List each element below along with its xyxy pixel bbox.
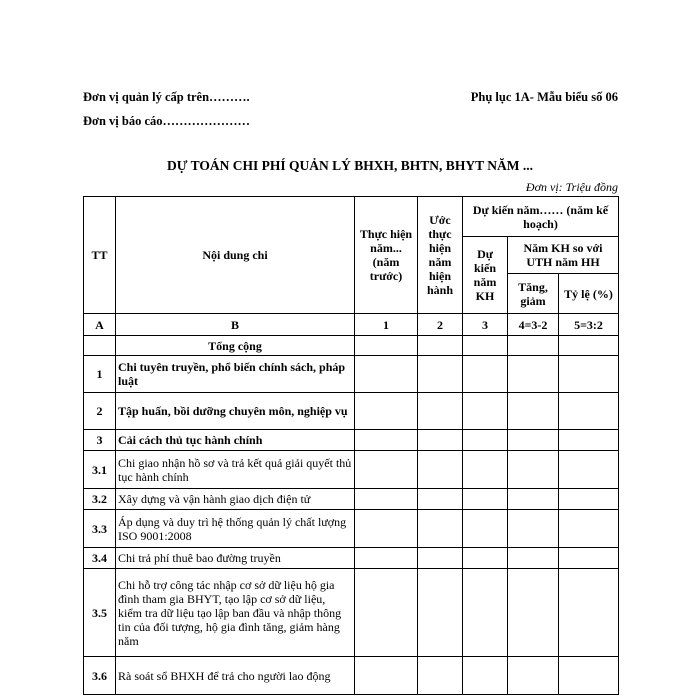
row-number: 1 <box>84 356 116 393</box>
empty-cell <box>418 548 463 569</box>
row-content: Chi trả phí thuê bao đường truyền <box>116 548 355 569</box>
empty-cell <box>355 336 418 356</box>
table-row <box>84 451 619 489</box>
index-cell: 1 <box>355 314 418 336</box>
table-row <box>84 489 619 510</box>
empty-cell <box>355 393 418 430</box>
total-tt-cell <box>84 336 116 356</box>
row-number: 3.4 <box>84 548 116 569</box>
empty-cell <box>559 489 619 510</box>
empty-cell <box>418 569 463 657</box>
empty-cell <box>508 510 559 548</box>
empty-cell <box>418 489 463 510</box>
empty-cell <box>559 510 619 548</box>
empty-cell <box>508 489 559 510</box>
empty-cell <box>559 356 619 393</box>
row-content: Rà soát sổ BHXH để trả cho người lao động <box>116 657 355 695</box>
row-content: Chi tuyên truyền, phổ biến chính sách, pháp luật <box>116 356 355 393</box>
total-row <box>84 336 619 356</box>
empty-cell <box>559 569 619 657</box>
table-row <box>84 430 619 451</box>
table-row <box>84 356 619 393</box>
empty-cell <box>463 451 508 489</box>
index-cell: 4=3-2 <box>508 314 559 336</box>
header-content: Nội dung chi <box>116 197 355 314</box>
empty-cell <box>418 356 463 393</box>
row-number: 3.6 <box>84 657 116 695</box>
empty-cell <box>418 510 463 548</box>
empty-cell <box>463 548 508 569</box>
row-content: Tập huấn, bồi dưỡng chuyên môn, nghiệp vụ <box>116 393 355 430</box>
index-cell: A <box>84 314 116 336</box>
empty-cell <box>418 336 463 356</box>
empty-cell <box>559 336 619 356</box>
header-reporting-unit: Đơn vị báo cáo………………… <box>83 114 250 128</box>
empty-cell <box>508 657 559 695</box>
empty-cell <box>463 489 508 510</box>
header-col3: Dự kiến năm KH <box>463 237 508 314</box>
table-row <box>84 548 619 569</box>
empty-cell <box>418 657 463 695</box>
header-plan-group: Dự kiến năm…… (năm kế hoạch) <box>463 197 619 237</box>
row-content: Cải cách thủ tục hành chính <box>116 430 355 451</box>
header-parent-unit: Đơn vị quản lý cấp trên………. <box>83 90 250 104</box>
empty-cell <box>355 510 418 548</box>
row-number: 3.1 <box>84 451 116 489</box>
empty-cell <box>463 430 508 451</box>
empty-cell <box>463 657 508 695</box>
empty-cell <box>418 451 463 489</box>
header-col1: Thực hiện năm... (năm trước) <box>355 197 418 314</box>
empty-cell <box>355 356 418 393</box>
empty-cell <box>508 569 559 657</box>
header-appendix-label: Phụ lục 1A- Mẫu biểu số 06 <box>470 90 618 104</box>
empty-cell <box>418 393 463 430</box>
table-row <box>84 569 619 657</box>
table-row <box>84 510 619 548</box>
empty-cell <box>463 356 508 393</box>
table-row <box>84 657 619 695</box>
empty-cell <box>463 569 508 657</box>
empty-cell <box>559 451 619 489</box>
index-cell: 2 <box>418 314 463 336</box>
empty-cell <box>355 451 418 489</box>
empty-cell <box>559 393 619 430</box>
row-number: 3.5 <box>84 569 116 657</box>
header-col2: Ước thực hiện năm hiện hành <box>418 197 463 314</box>
empty-cell <box>355 548 418 569</box>
empty-cell <box>355 489 418 510</box>
header-tt: TT <box>84 197 116 314</box>
empty-cell <box>463 393 508 430</box>
empty-cell <box>559 430 619 451</box>
empty-cell <box>508 430 559 451</box>
header-col5: Tỷ lệ (%) <box>559 274 619 314</box>
empty-cell <box>559 657 619 695</box>
header-compare-group: Năm KH so với UTH năm HH <box>508 237 619 274</box>
empty-cell <box>355 430 418 451</box>
row-number: 3.2 <box>84 489 116 510</box>
budget-table <box>83 196 619 695</box>
header-col4: Tăng, giảm <box>508 274 559 314</box>
empty-cell <box>355 657 418 695</box>
index-cell: 5=3:2 <box>559 314 619 336</box>
index-cell: B <box>116 314 355 336</box>
row-number: 3.3 <box>84 510 116 548</box>
empty-cell <box>508 336 559 356</box>
empty-cell <box>355 569 418 657</box>
table-row <box>84 393 619 430</box>
row-content: Chi giao nhận hồ sơ và trả kết quả giải quyết thủ tục hành chính <box>116 451 355 489</box>
empty-cell <box>508 393 559 430</box>
empty-cell <box>508 356 559 393</box>
row-content: Chi hỗ trợ công tác nhập cơ sở dữ liệu hộ gia đình tham gia BHYT, tạo lập cơ sở dữ liệu, kiểm tra dữ liệu tạo lập ban đầu và nhập thông tin của đối tượng, hộ gia đình tăng, giảm hàng năm <box>116 569 355 657</box>
row-number: 2 <box>84 393 116 430</box>
unit-label: Đơn vị: Triệu đồng <box>525 180 618 194</box>
empty-cell <box>559 548 619 569</box>
empty-cell <box>418 430 463 451</box>
empty-cell <box>463 510 508 548</box>
row-content: Áp dụng và duy trì hệ thống quản lý chất lượng ISO 9001:2008 <box>116 510 355 548</box>
row-number: 3 <box>84 430 116 451</box>
empty-cell <box>463 336 508 356</box>
index-cell: 3 <box>463 314 508 336</box>
row-content: Xây dựng và vận hành giao dịch điện tử <box>116 489 355 510</box>
empty-cell <box>508 451 559 489</box>
empty-cell <box>508 548 559 569</box>
document-title: DỰ TOÁN CHI PHÍ QUẢN LÝ BHXH, BHTN, BHYT NĂM ... <box>167 158 533 173</box>
total-label: Tổng cộng <box>116 336 355 356</box>
